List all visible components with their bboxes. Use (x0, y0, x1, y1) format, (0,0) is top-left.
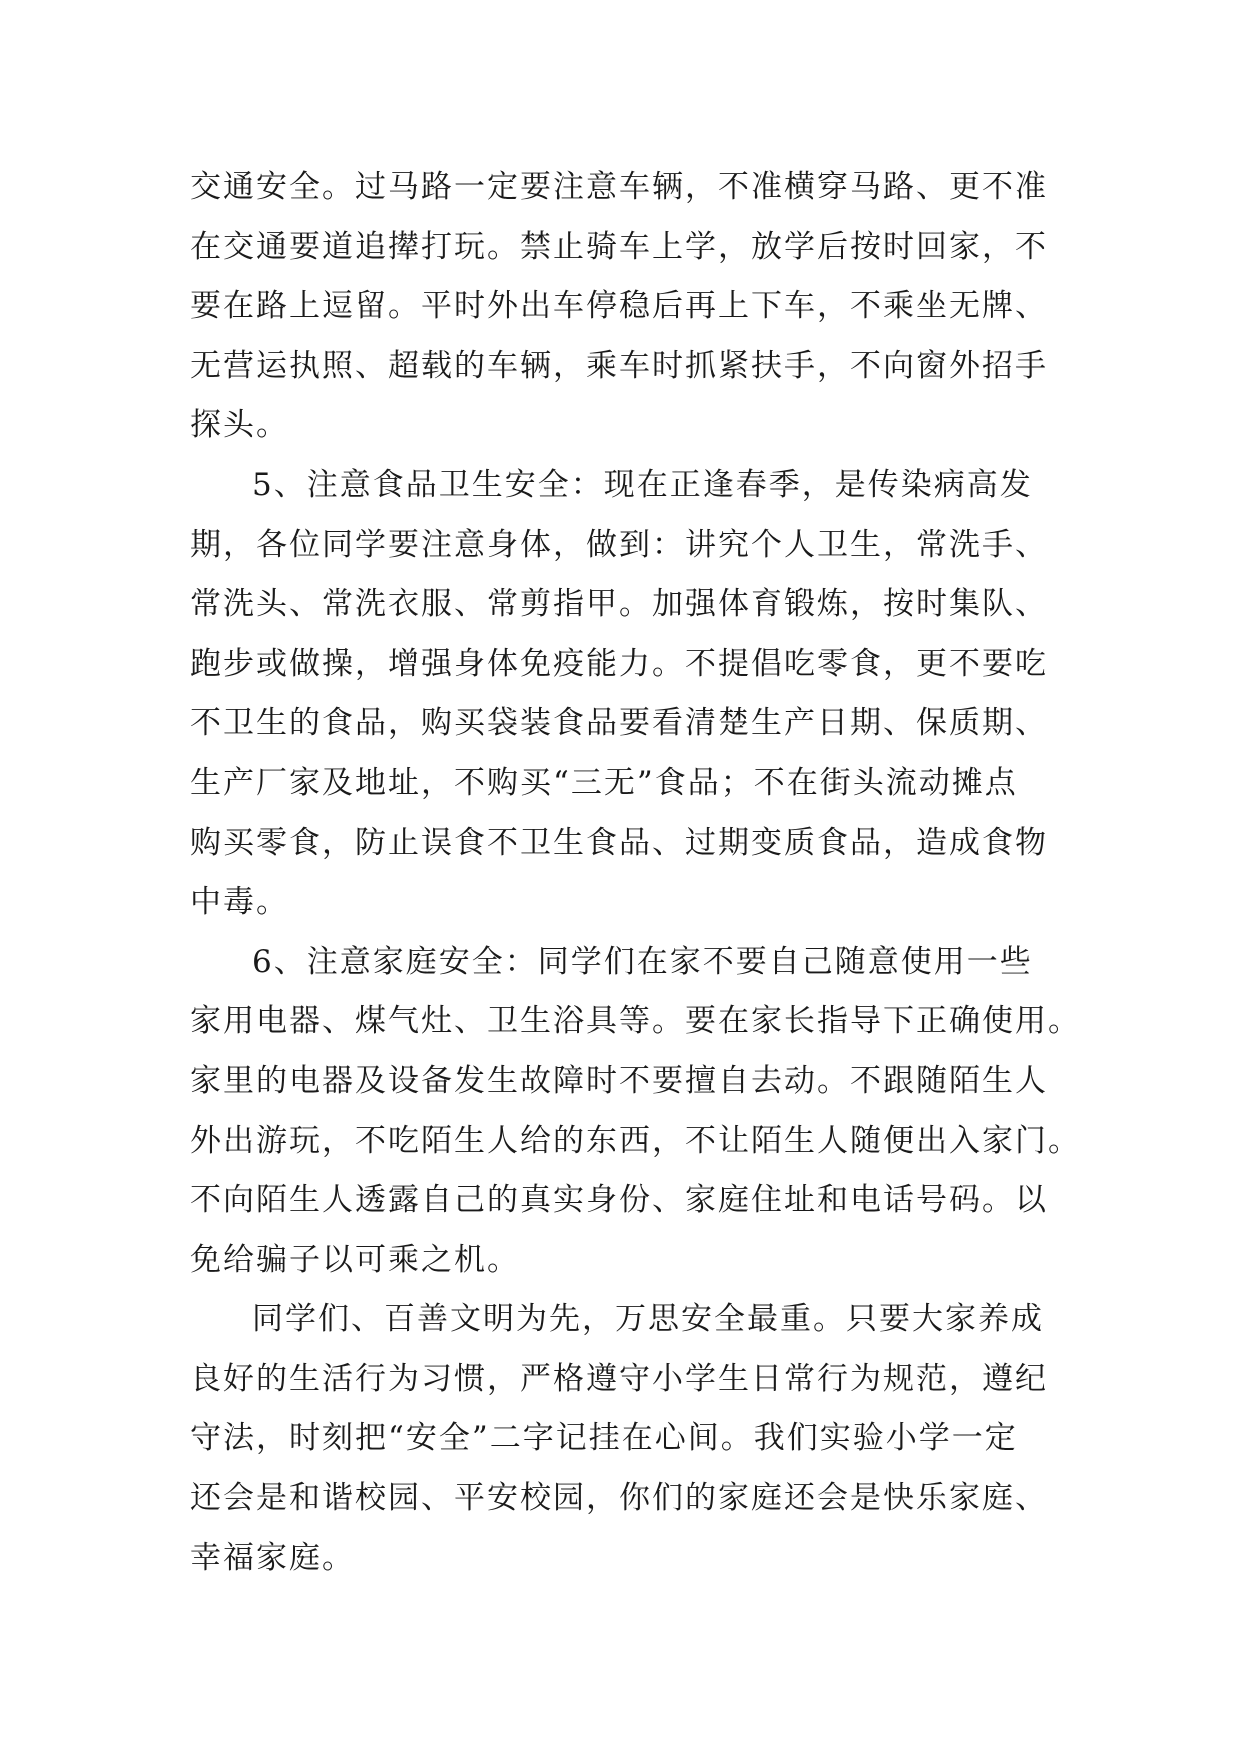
text-line: 期，各位同学要注意身体，做到：讲究个人卫生，常洗手、 (190, 526, 1048, 563)
text-line: 生产厂家及地址，不购买“三无”食品；不在街头流动摊点 (190, 764, 1018, 801)
text-line: 交通安全。过马路一定要注意车辆，不准横穿马路、更不准 (190, 169, 1048, 205)
text-line: 要在路上逗留。平时外出车停稳后再上下车，不乘坐无牌、 (190, 288, 1048, 325)
paragraph-start-line: 6、注意家庭安全：同学们在家不要自己随意使用一些 (252, 943, 1033, 980)
paragraph-start-line: 同学们、百善文明为先，万思安全最重。只要大家养成 (252, 1301, 1044, 1338)
text-line: 家里的电器及设备发生故障时不要擅自去动。不跟随陌生人 (190, 1062, 1048, 1099)
text-line: 良好的生活行为习惯，严格遵守小学生日常行为规范，遵纪 (190, 1360, 1048, 1397)
text-line: 家用电器、煤气灶、卫生浴具等。要在家长指导下正确使用。 (190, 1003, 1081, 1040)
text-line: 外出游玩，不吃陌生人给的东西，不让陌生人随便出入家门。 (190, 1122, 1081, 1159)
text-line: 守法，时刻把“安全”二字记挂在心间。我们实验小学一定 (190, 1420, 1018, 1457)
text-line: 免给骗子以可乘之机。 (190, 1241, 520, 1278)
body-text (190, 158, 1081, 1588)
text-line: 在交通要道追撵打玩。禁止骑车上学，放学后按时回家，不 (190, 228, 1048, 265)
text-line: 购买零食，防止误食不卫生食品、过期变质食品，造成食物 (190, 824, 1048, 861)
paragraph-start-line: 5、注意食品卫生安全：现在正逢春季，是传染病高发 (252, 466, 1033, 503)
text-line: 幸福家庭。 (190, 1539, 355, 1576)
text-line: 无营运执照、超载的车辆，乘车时抓紧扶手，不向窗外招手 (190, 347, 1048, 384)
text-line: 不向陌生人透露自己的真实身份、家庭住址和电话号码。以 (190, 1182, 1048, 1219)
text-line: 常洗头、常洗衣服、常剪指甲。加强体育锻炼，按时集队、 (190, 586, 1048, 623)
text-line: 不卫生的食品，购买袋装食品要看清楚生产日期、保质期、 (190, 705, 1048, 742)
text-line: 探头。 (190, 407, 289, 444)
text-line: 跑步或做操，增强身体免疫能力。不提倡吃零食，更不要吃 (190, 645, 1048, 682)
text-line: 中毒。 (190, 884, 289, 921)
text-line: 还会是和谐校园、平安校园，你们的家庭还会是快乐家庭、 (190, 1480, 1048, 1517)
